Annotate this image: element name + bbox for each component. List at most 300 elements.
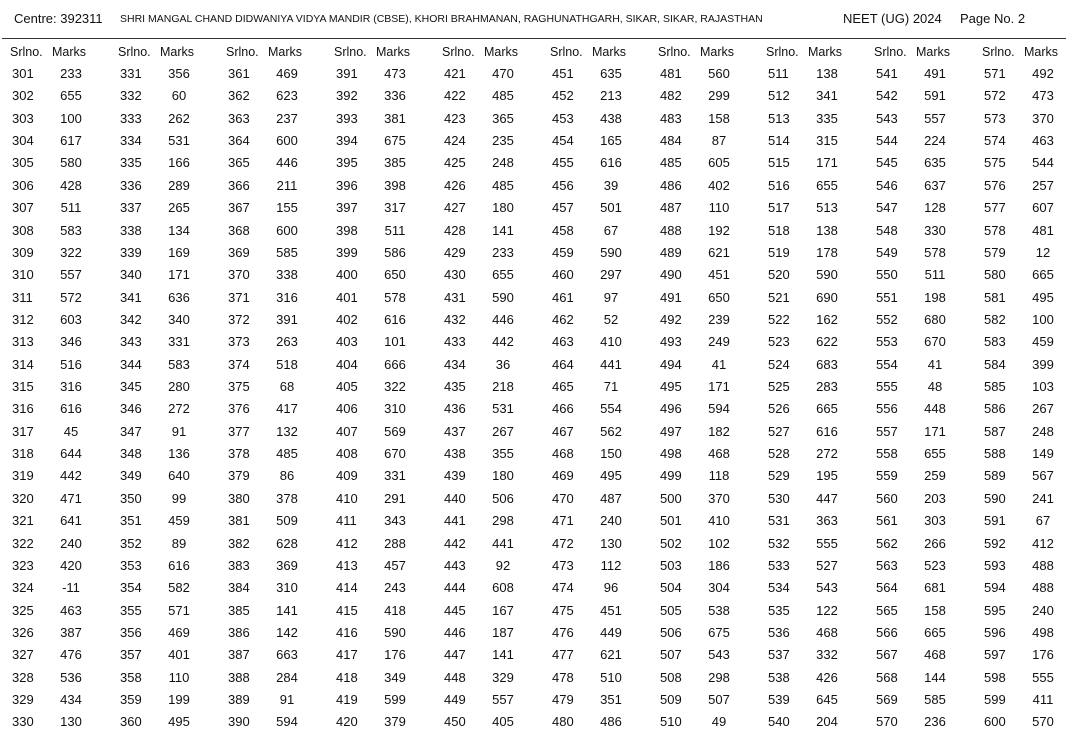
column-header (120, 45, 220, 61)
marks-value: 91 (171, 423, 187, 439)
serial-number: 549 (876, 244, 898, 260)
serial-number: 365 (228, 155, 250, 171)
marks-value: 198 (924, 289, 946, 305)
marks-value: 233 (60, 66, 82, 81)
serial-number: 467 (552, 423, 574, 439)
serial-number: 377 (228, 423, 250, 439)
table-row (228, 150, 328, 172)
table-row (768, 218, 868, 240)
serial-number: 388 (228, 669, 250, 685)
serial-number: 302 (12, 88, 34, 104)
serial-number: 347 (120, 423, 142, 439)
serial-number: 348 (120, 446, 142, 462)
table-row (120, 195, 220, 217)
marks-value: 297 (600, 267, 622, 283)
marks-value: 481 (1032, 222, 1054, 238)
table-row (444, 709, 544, 731)
serial-number: 459 (552, 244, 574, 260)
table-row (120, 620, 220, 642)
srno-header: Srlno. (334, 45, 367, 59)
serial-number: 449 (444, 692, 466, 708)
marks-value: 41 (711, 356, 727, 372)
serial-number: 466 (552, 401, 574, 417)
table-row (12, 106, 112, 128)
table-row (444, 352, 544, 374)
serial-number: 391 (336, 66, 358, 81)
table-row (12, 83, 112, 105)
marks-value: 317 (384, 200, 406, 216)
serial-number: 309 (12, 244, 34, 260)
marks-value: 48 (927, 379, 943, 395)
marks-value: 585 (924, 692, 946, 708)
table-row (876, 531, 976, 553)
table-row (12, 486, 112, 508)
serial-number: 571 (984, 66, 1006, 81)
serial-number: 370 (228, 267, 250, 283)
serial-number: 354 (120, 580, 142, 596)
serial-number: 350 (120, 490, 142, 506)
table-row (120, 463, 220, 485)
marks-value: 167 (492, 602, 514, 618)
serial-number: 319 (12, 468, 34, 484)
serial-number: 325 (12, 602, 34, 618)
table-row (120, 709, 220, 731)
table-row (876, 307, 976, 329)
marks-value: 391 (276, 311, 298, 327)
marks-value: 89 (171, 535, 187, 551)
serial-number: 567 (876, 647, 898, 663)
marks-value: 100 (60, 110, 82, 126)
marks-value: 538 (708, 602, 730, 618)
serial-number: 532 (768, 535, 790, 551)
serial-number: 323 (12, 557, 34, 573)
table-row (984, 352, 1075, 374)
marks-value: 176 (384, 647, 406, 663)
table-row (228, 83, 328, 105)
table-row (12, 553, 112, 575)
serial-number: 342 (120, 311, 142, 327)
serial-number: 555 (876, 379, 898, 395)
marks-value: 92 (495, 557, 511, 573)
marks-value: 180 (492, 200, 514, 216)
serial-number: 468 (552, 446, 574, 462)
table-row (120, 419, 220, 441)
marks-value: 441 (492, 535, 514, 551)
serial-number: 570 (876, 714, 898, 730)
srno-header: Srlno. (226, 45, 259, 59)
marks-value: 97 (603, 289, 619, 305)
serial-number: 490 (660, 267, 682, 283)
serial-number: 500 (660, 490, 682, 506)
marks-value: 583 (60, 222, 82, 238)
table-row (336, 329, 436, 351)
table-row (876, 441, 976, 463)
marks-value: 112 (600, 557, 622, 573)
table-row (552, 83, 652, 105)
marks-value: 100 (1032, 311, 1054, 327)
table-column (984, 45, 1075, 732)
marks-header: Marks (700, 45, 735, 59)
marks-value: 527 (816, 557, 838, 573)
marks-value: 171 (708, 379, 730, 395)
marks-value: 555 (816, 535, 838, 551)
marks-value: 155 (276, 200, 298, 216)
table-row (768, 665, 868, 687)
table-row (336, 83, 436, 105)
table-row (876, 508, 976, 530)
table-row (120, 307, 220, 329)
table-row (12, 352, 112, 374)
table-row (336, 463, 436, 485)
table-row (876, 419, 976, 441)
serial-number: 310 (12, 267, 34, 283)
serial-number: 397 (336, 200, 358, 216)
marks-value: 590 (492, 289, 514, 305)
table-row (984, 575, 1075, 597)
table-row (984, 642, 1075, 664)
marks-value: 410 (708, 513, 730, 529)
table-row (228, 598, 328, 620)
table-row (444, 106, 544, 128)
marks-value: 442 (492, 334, 514, 350)
marks-value: 310 (276, 580, 298, 596)
marks-value: 248 (1032, 423, 1054, 439)
serial-number: 453 (552, 110, 574, 126)
marks-value: 623 (276, 88, 298, 104)
marks-value: 158 (708, 110, 730, 126)
serial-number: 518 (768, 222, 790, 238)
marks-value: 310 (384, 401, 406, 417)
table-row (768, 620, 868, 642)
marks-value: 469 (276, 66, 298, 81)
marks-header: Marks (484, 45, 519, 59)
marks-value: 138 (816, 66, 838, 81)
marks-value: 463 (1032, 133, 1054, 149)
table-row (984, 665, 1075, 687)
marks-value: 401 (168, 647, 190, 663)
marks-value: 418 (384, 602, 406, 618)
serial-number: 494 (660, 356, 682, 372)
marks-value: 263 (276, 334, 298, 350)
marks-header: Marks (52, 45, 87, 59)
serial-number: 464 (552, 356, 574, 372)
table-row (984, 240, 1075, 262)
marks-value: 666 (384, 356, 406, 372)
marks-value: 218 (492, 379, 514, 395)
serial-number: 400 (336, 267, 358, 283)
marks-value: 442 (60, 468, 82, 484)
serial-number: 380 (228, 490, 250, 506)
marks-value: 399 (1032, 356, 1054, 372)
marks-value: 68 (279, 379, 295, 395)
marks-value: 468 (816, 624, 838, 640)
table-row (552, 419, 652, 441)
table-row (444, 531, 544, 553)
serial-number: 358 (120, 669, 142, 685)
serial-number: 326 (12, 624, 34, 640)
marks-value: 39 (603, 177, 619, 193)
table-row (228, 307, 328, 329)
marks-value: 578 (924, 244, 946, 260)
table-row (552, 106, 652, 128)
serial-number: 338 (120, 222, 142, 238)
marks-value: 488 (1032, 580, 1054, 596)
marks-value: 562 (600, 423, 622, 439)
table-row (552, 128, 652, 150)
serial-number: 533 (768, 557, 790, 573)
table-row (660, 307, 760, 329)
marks-value: 166 (168, 155, 190, 171)
marks-value: 41 (927, 356, 943, 372)
table-row (552, 531, 652, 553)
marks-value: 346 (60, 334, 82, 350)
serial-number: 521 (768, 289, 790, 305)
table-row (552, 642, 652, 664)
serial-number: 592 (984, 535, 1006, 551)
marks-value: 513 (816, 200, 838, 216)
table-row (984, 83, 1075, 105)
serial-number: 573 (984, 110, 1006, 126)
marks-header: Marks (160, 45, 195, 59)
marks-value: 637 (924, 177, 946, 193)
serial-number: 355 (120, 602, 142, 618)
table-row (228, 620, 328, 642)
marks-value: 385 (384, 155, 406, 171)
table-row (876, 396, 976, 418)
marks-value: 655 (60, 88, 82, 104)
table-row (660, 195, 760, 217)
serial-number: 392 (336, 88, 358, 104)
serial-number: 409 (336, 468, 358, 484)
table-row (228, 329, 328, 351)
centre-label: Centre: 392311 (14, 11, 103, 26)
serial-number: 574 (984, 133, 1006, 149)
serial-number: 443 (444, 557, 466, 573)
table-column (660, 45, 760, 732)
table-row (984, 173, 1075, 195)
marks-value: 280 (168, 379, 190, 395)
table-row (768, 598, 868, 620)
marks-value: 468 (924, 647, 946, 663)
serial-number: 512 (768, 88, 790, 104)
table-row (228, 128, 328, 150)
marks-value: 12 (1035, 244, 1051, 260)
marks-value: 616 (816, 423, 838, 439)
serial-number: 427 (444, 200, 466, 216)
marks-value: 322 (60, 244, 82, 260)
serial-number: 315 (12, 379, 34, 395)
table-row (768, 575, 868, 597)
table-row (984, 262, 1075, 284)
serial-number: 418 (336, 669, 358, 685)
table-row (660, 240, 760, 262)
marks-value: 267 (1032, 401, 1054, 417)
table-row (12, 128, 112, 150)
column-header (552, 45, 652, 61)
table-row (444, 419, 544, 441)
table-row (984, 128, 1075, 150)
table-row (228, 106, 328, 128)
table-row (876, 173, 976, 195)
table-row (120, 508, 220, 530)
marks-value: 583 (168, 356, 190, 372)
serial-number: 461 (552, 289, 574, 305)
table-row (120, 285, 220, 307)
table-row (12, 150, 112, 172)
marks-value: 411 (1032, 692, 1054, 708)
table-row (120, 150, 220, 172)
table-row (552, 173, 652, 195)
table-row (12, 441, 112, 463)
serial-number: 405 (336, 379, 358, 395)
serial-number: 454 (552, 133, 574, 149)
serial-number: 383 (228, 557, 250, 573)
table-row (120, 173, 220, 195)
table-row (552, 486, 652, 508)
serial-number: 421 (444, 66, 466, 81)
table-row (336, 687, 436, 709)
table-row (12, 262, 112, 284)
marks-value: 571 (168, 602, 190, 618)
table-row (876, 240, 976, 262)
marks-value: 665 (924, 624, 946, 640)
table-row (552, 687, 652, 709)
serial-number: 524 (768, 356, 790, 372)
table-row (876, 553, 976, 575)
serial-number: 465 (552, 379, 574, 395)
table-row (444, 195, 544, 217)
serial-number: 437 (444, 423, 466, 439)
serial-number: 486 (660, 177, 682, 193)
marks-value: 675 (384, 133, 406, 149)
table-row (660, 598, 760, 620)
serial-number: 546 (876, 177, 898, 193)
serial-number: 317 (12, 423, 34, 439)
table-row (12, 285, 112, 307)
marks-value: 158 (924, 602, 946, 618)
table-row (876, 374, 976, 396)
serial-number: 393 (336, 110, 358, 126)
table-row (984, 218, 1075, 240)
serial-number: 572 (984, 88, 1006, 104)
marks-header: Marks (808, 45, 843, 59)
table-row (660, 665, 760, 687)
marks-value: 60 (171, 88, 187, 104)
table-row (228, 396, 328, 418)
table-row (336, 575, 436, 597)
table-row (660, 553, 760, 575)
table-row (984, 106, 1075, 128)
table-row (660, 106, 760, 128)
table-row (228, 285, 328, 307)
serial-number: 562 (876, 535, 898, 551)
serial-number: 558 (876, 446, 898, 462)
marks-value: 663 (276, 647, 298, 663)
serial-number: 413 (336, 557, 358, 573)
serial-number: 330 (12, 714, 34, 730)
table-row (552, 307, 652, 329)
table-row (984, 374, 1075, 396)
table-column (12, 45, 112, 732)
table-row (336, 598, 436, 620)
serial-number: 312 (12, 311, 34, 327)
table-row (12, 307, 112, 329)
marks-value: 555 (1032, 669, 1054, 685)
serial-number: 479 (552, 692, 574, 708)
marks-value: 441 (600, 356, 622, 372)
table-row (120, 218, 220, 240)
serial-number: 376 (228, 401, 250, 417)
serial-number: 433 (444, 334, 466, 350)
table-row (984, 709, 1075, 731)
table-row (12, 195, 112, 217)
marks-value: 130 (600, 535, 622, 551)
table-row (876, 150, 976, 172)
marks-value: 128 (924, 200, 946, 216)
table-row (120, 106, 220, 128)
table-row (444, 307, 544, 329)
marks-value: 463 (60, 602, 82, 618)
table-row (228, 531, 328, 553)
table-row (984, 508, 1075, 530)
table-row (336, 441, 436, 463)
marks-value: 635 (924, 155, 946, 171)
serial-number: 424 (444, 133, 466, 149)
table-row (552, 240, 652, 262)
serial-number: 349 (120, 468, 142, 484)
marks-value: 291 (384, 490, 406, 506)
marks-value: 591 (924, 88, 946, 104)
marks-value: 451 (708, 267, 730, 283)
marks-value: 142 (276, 624, 298, 640)
table-row (768, 262, 868, 284)
marks-value: 616 (384, 311, 406, 327)
table-row (444, 642, 544, 664)
marks-value: 284 (276, 669, 298, 685)
marks-value: 195 (816, 468, 838, 484)
table-row (768, 531, 868, 553)
serial-number: 556 (876, 401, 898, 417)
serial-number: 591 (984, 513, 1006, 529)
serial-number: 489 (660, 244, 682, 260)
table-row (120, 396, 220, 418)
marks-value: 239 (708, 311, 730, 327)
serial-number: 491 (660, 289, 682, 305)
table-row (444, 598, 544, 620)
marks-value: 495 (600, 468, 622, 484)
serial-number: 438 (444, 446, 466, 462)
table-row (876, 106, 976, 128)
column-header (12, 45, 112, 61)
serial-number: 458 (552, 222, 574, 238)
serial-number: 509 (660, 692, 682, 708)
serial-number: 451 (552, 66, 574, 81)
serial-number: 306 (12, 177, 34, 193)
table-row (768, 463, 868, 485)
serial-number: 476 (552, 624, 574, 640)
serial-number: 487 (660, 200, 682, 216)
serial-number: 589 (984, 468, 1006, 484)
serial-number: 396 (336, 177, 358, 193)
table-row (228, 508, 328, 530)
marks-value: 203 (924, 490, 946, 506)
serial-number: 519 (768, 244, 790, 260)
marks-value: 402 (708, 177, 730, 193)
serial-number: 493 (660, 334, 682, 350)
table-row (120, 665, 220, 687)
marks-value: 507 (708, 692, 730, 708)
serial-number: 534 (768, 580, 790, 596)
